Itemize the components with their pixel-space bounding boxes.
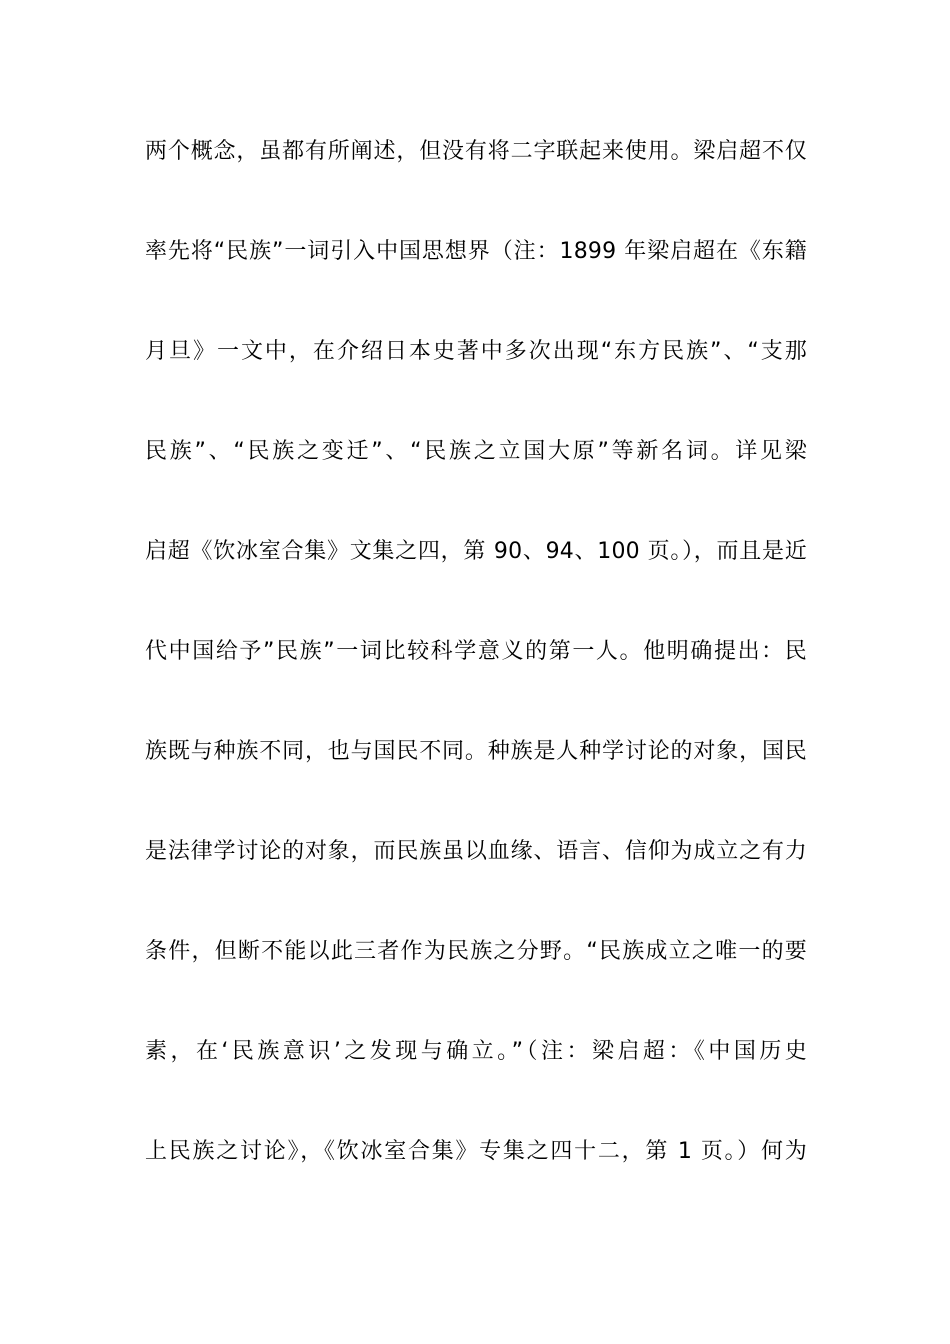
- text-line: 民族”、“民族之变迁”、“民族之立国大原”等新名词。详见梁: [145, 439, 807, 464]
- text-line: 率先将“民族”一词引入中国思想界（注：1899 年梁启超在《东籍: [145, 239, 807, 264]
- text-line: 素，在‘民族意识’之发现与确立。”（注：梁启超：《中国历史: [145, 1039, 807, 1064]
- text-line: 月旦》一文中，在介绍日本史著中多次出现“东方民族”、“支那: [145, 339, 807, 364]
- text-line: 条件，但断不能以此三者作为民族之分野。“民族成立之唯一的要: [145, 939, 807, 964]
- text-line: 代中国给予”民族”一词比较科学意义的第一人。他明确提出：民: [145, 639, 807, 664]
- text-line: 上民族之讨论》，《饮冰室合集》专集之四十二，第 1 页。）何为: [145, 1139, 807, 1164]
- text-line: 两个概念，虽都有所阐述，但没有将二字联起来使用。梁启超不仅: [145, 139, 807, 164]
- text-line: 启超《饮冰室合集》文集之四，第 90、94、100 页。），而且是近: [145, 539, 807, 564]
- text-line: 族既与种族不同，也与国民不同。种族是人种学讨论的对象，国民: [145, 739, 807, 764]
- text-line: 是法律学讨论的对象，而民族虽以血缘、语言、信仰为成立之有力: [145, 839, 807, 864]
- body-text: [145, 128, 807, 1228]
